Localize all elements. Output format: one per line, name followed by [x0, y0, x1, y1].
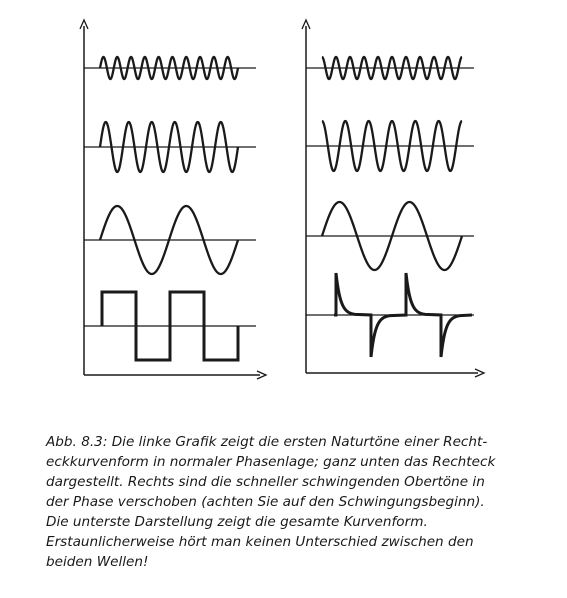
caption-line: Abb. 8.3: Die linke Grafik zeigt die ersten Naturtöne einer Recht-: [46, 434, 488, 450]
right-wave-row: [306, 57, 474, 79]
left-wave-row: [84, 292, 256, 360]
caption-line: Erstaunlicherweise hört man keinen Unterschied zwischen den: [46, 534, 474, 550]
caption-line: Die unterste Darstellung zeigt die gesamte Kurvenform.: [46, 514, 428, 530]
left-wave-row: [84, 57, 256, 79]
right-panel-shifted-phase: [302, 20, 484, 377]
harmonic-5-sine: [100, 57, 238, 79]
right-wave-row: [306, 273, 474, 357]
caption-line: eckkurvenform in normaler Phasenlage; ganz unten das Rechteck: [46, 454, 496, 470]
caption-line: der Phase verschoben (achten Sie auf den Schwingungsbeginn).: [46, 494, 485, 510]
left-wave-row: [84, 122, 256, 172]
caption-line: beiden Wellen!: [46, 554, 149, 570]
right-wave-row: [306, 121, 474, 171]
left-wave-row: [84, 206, 256, 274]
left-panel-normal-phase: [80, 20, 266, 379]
right-wave-row: [306, 202, 474, 270]
caption-line: dargestellt. Rechts sind die schneller schwingenden Obertöne in: [46, 474, 485, 490]
figure-caption: [46, 432, 546, 572]
